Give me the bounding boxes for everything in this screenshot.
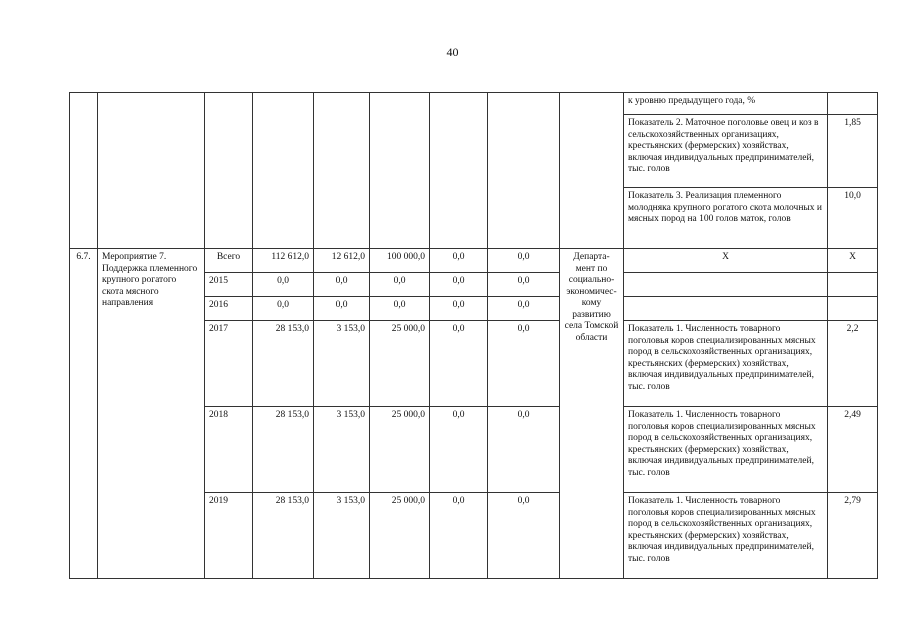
amount-cell: 0,0 [430,273,488,297]
year-cell: 2015 [205,273,253,297]
indicator-cell: Показатель 1. Численность товарного поголовья коров специализированных мясных пород в сельскохозяйственных организациях, крестьянских (фермерских) хозяйствах, включая индивидуальных предпринимателей, тыс. голов [624,407,828,493]
year-cell: 2019 [205,493,253,579]
indicator-value: 2,49 [828,407,878,493]
program-table [69,92,878,579]
indicator-value [828,273,878,297]
indicator-cell: к уровню предыдущего года, % [624,93,828,115]
amount-cell: 0,0 [370,273,430,297]
amount-cell: 0,0 [488,297,560,321]
amount-cell: 0,0 [488,407,560,493]
amount-cell: 0,0 [430,297,488,321]
amount-cell: 0,0 [370,297,430,321]
empty-cell [430,93,488,249]
amount-cell: 100 000,0 [370,249,430,273]
indicator-cell: Х [624,249,828,273]
table-row [70,249,878,273]
year-cell: Всего [205,249,253,273]
indicator-value: 10,0 [828,188,878,249]
indicator-cell: Показатель 1. Численность товарного поголовья коров специализированных мясных пород в сельскохозяйственных организациях, крестьянских (фермерских) хозяйствах, включая индивидуальных предпринимателей, тыс. голов [624,493,828,579]
table-row [70,93,878,115]
total-cell: 0,0 [253,273,314,297]
empty-cell [205,93,253,249]
year-cell: 2016 [205,297,253,321]
amount-cell: 3 153,0 [314,493,370,579]
indicator-value: Х [828,249,878,273]
measure-number: 6.7. [70,249,98,579]
empty-cell [314,93,370,249]
amount-cell: 3 153,0 [314,321,370,407]
total-cell: 112 612,0 [253,249,314,273]
amount-cell: 0,0 [430,493,488,579]
amount-cell: 0,0 [430,249,488,273]
empty-cell [488,93,560,249]
amount-cell: 0,0 [488,273,560,297]
total-cell: 0,0 [253,297,314,321]
page-number: 40 [446,45,459,59]
amount-cell: 25 000,0 [370,493,430,579]
year-cell: 2017 [205,321,253,407]
total-cell: 28 153,0 [253,321,314,407]
empty-cell [370,93,430,249]
amount-cell: 12 612,0 [314,249,370,273]
indicator-value: 2,79 [828,493,878,579]
amount-cell: 0,0 [488,249,560,273]
empty-cell [98,93,205,249]
indicator-cell [624,297,828,321]
indicator-value [828,93,878,115]
amount-cell: 0,0 [488,321,560,407]
amount-cell: 0,0 [314,273,370,297]
amount-cell: 0,0 [430,321,488,407]
indicator-value: 2,2 [828,321,878,407]
amount-cell: 25 000,0 [370,321,430,407]
indicator-value [828,297,878,321]
empty-cell [560,93,624,249]
indicator-value: 1,85 [828,115,878,188]
amount-cell: 3 153,0 [314,407,370,493]
amount-cell: 0,0 [488,493,560,579]
amount-cell: 0,0 [430,407,488,493]
measure-name: Мероприятие 7. Поддержка племенного крупного рогатого скота мясного направления [98,249,205,579]
total-cell: 28 153,0 [253,493,314,579]
indicator-cell [624,273,828,297]
indicator-cell: Показатель 2. Маточное поголовье овец и коз в сельскохозяйственных организациях, крестьянских (фермерских) хозяйствах, включая индивидуальных предпринимателей, тыс. голов [624,115,828,188]
year-cell: 2018 [205,407,253,493]
amount-cell: 0,0 [314,297,370,321]
indicator-cell: Показатель 1. Численность товарного поголовья коров специализированных мясных пород в сельскохозяйственных организациях, крестьянских (фермерских) хозяйствах, включая индивидуальных предпринимателей, тыс. голов [624,321,828,407]
indicator-cell: Показатель 3. Реализация племенного молодняка крупного рогатого скота молочных и мясных пород на 100 голов маток, голов [624,188,828,249]
amount-cell: 25 000,0 [370,407,430,493]
empty-cell [70,93,98,249]
total-cell: 28 153,0 [253,407,314,493]
empty-cell [253,93,314,249]
department-cell: Департа-мент по социально-экономичес-кому развитию села Томской области [560,249,624,579]
